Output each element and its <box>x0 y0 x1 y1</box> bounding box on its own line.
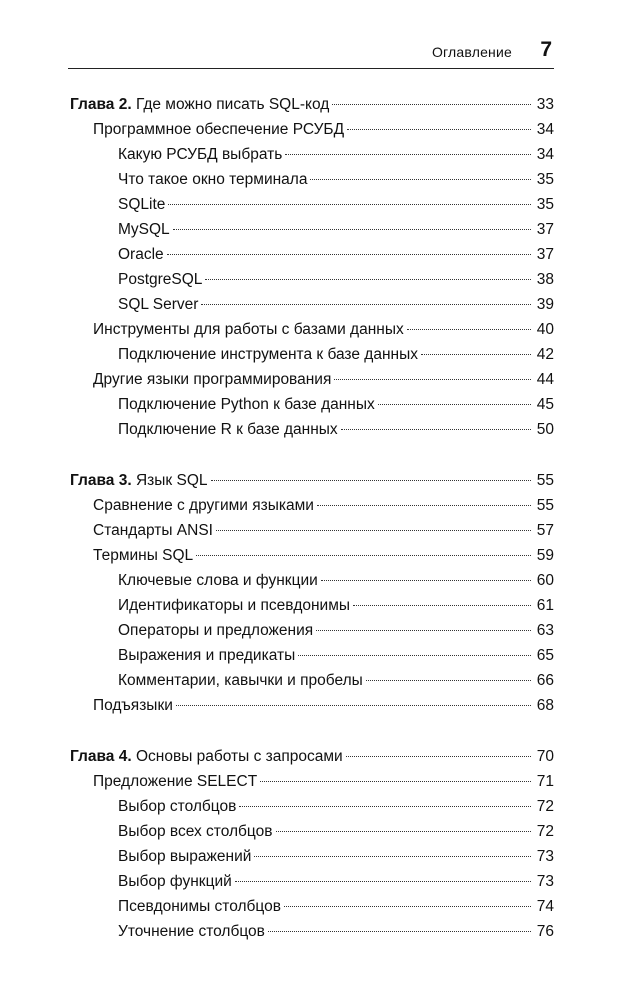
toc-page-number: 73 <box>536 873 554 890</box>
dot-leader <box>260 780 531 782</box>
toc-entry-title: Другие языки программирования <box>93 371 332 388</box>
toc-entry-title: Выбор функций <box>118 873 232 890</box>
toc-entry-text <box>118 668 363 693</box>
toc-page-number: 37 <box>536 246 554 263</box>
toc-entry-text <box>93 367 331 392</box>
toc-subsection-entry <box>70 217 554 242</box>
toc-page-number: 55 <box>536 472 554 489</box>
toc-page-number: 66 <box>536 672 554 689</box>
toc-page-number: 33 <box>536 96 554 113</box>
toc-page-number: 42 <box>536 346 554 363</box>
toc-entry-title: Oracle <box>118 246 164 263</box>
toc-section-entry <box>70 367 554 392</box>
header-page-number: 7 <box>540 38 552 61</box>
toc-entry-text <box>118 242 164 267</box>
toc-entry-text <box>118 618 313 643</box>
toc-page-number: 50 <box>536 421 554 438</box>
toc-page-number: 34 <box>536 121 554 138</box>
toc-entry-text <box>118 643 295 668</box>
toc-entry-text <box>118 869 232 894</box>
toc-page-number: 61 <box>536 597 554 614</box>
toc-entry-title: Идентификаторы и псевдонимы <box>118 597 351 614</box>
dot-leader <box>235 880 531 882</box>
toc-chapter-entry <box>70 744 554 769</box>
toc-subsection-entry <box>70 142 554 167</box>
toc-entry-text <box>93 317 404 342</box>
toc-entry-title: Уточнение столбцов <box>118 923 265 940</box>
toc-page-number: 34 <box>536 146 554 163</box>
toc-entry-text <box>118 894 281 919</box>
toc-entry-text <box>118 192 165 217</box>
dot-leader <box>298 654 531 656</box>
toc-subsection-entry <box>70 819 554 844</box>
toc-chapter-label: Глава 3. <box>70 472 132 489</box>
toc-entry-title: Операторы и предложения <box>118 622 314 639</box>
toc-page-number: 57 <box>536 522 554 539</box>
toc-entry-text <box>118 167 307 192</box>
dot-leader <box>211 479 531 481</box>
toc-page-number: 63 <box>536 622 554 639</box>
dot-leader <box>317 504 531 506</box>
table-of-contents <box>70 92 554 944</box>
toc-entry-text <box>93 493 314 518</box>
dot-leader <box>353 604 531 606</box>
toc-entry-title: Какую РСУБД выбрать <box>118 146 283 163</box>
toc-entry-text <box>118 794 236 819</box>
toc-entry-title: PostgreSQL <box>118 271 203 288</box>
dot-leader <box>176 704 531 706</box>
toc-subsection-entry <box>70 392 554 417</box>
toc-entry-text <box>118 417 338 442</box>
toc-entry-title: Подключение Python к базе данных <box>118 396 375 413</box>
toc-page-number: 40 <box>536 321 554 338</box>
dot-leader <box>254 855 531 857</box>
toc-page-number: 70 <box>536 748 554 765</box>
toc-entry-title: Предложение SELECT <box>93 773 258 790</box>
toc-subsection-entry <box>70 192 554 217</box>
toc-section-entry <box>70 693 554 718</box>
toc-page-number: 44 <box>536 371 554 388</box>
toc-entry-text <box>118 593 350 618</box>
toc-subsection-entry <box>70 844 554 869</box>
toc-entry-title: Выражения и предикаты <box>118 647 296 664</box>
toc-entry-text <box>118 844 251 869</box>
toc-page-number: 45 <box>536 396 554 413</box>
toc-entry-title: Ключевые слова и функции <box>118 572 318 589</box>
dot-leader <box>285 153 531 155</box>
toc-page-number: 71 <box>536 773 554 790</box>
toc-page-number: 76 <box>536 923 554 940</box>
toc-entry-title: Выбор выражений <box>118 848 252 865</box>
toc-entry-text <box>93 518 213 543</box>
toc-chapter-entry <box>70 468 554 493</box>
toc-subsection-entry <box>70 643 554 668</box>
toc-entry-title: Где можно писать SQL-код <box>135 96 330 113</box>
toc-page-number: 55 <box>536 497 554 514</box>
toc-section-entry <box>70 493 554 518</box>
toc-page-number: 72 <box>536 823 554 840</box>
dot-leader <box>173 228 531 230</box>
toc-subsection-entry <box>70 568 554 593</box>
dot-leader <box>205 278 531 280</box>
toc-entry-text <box>118 292 198 317</box>
toc-entry-title: Инструменты для работы с базами данных <box>93 321 404 338</box>
dot-leader <box>332 103 531 105</box>
toc-chapter-entry <box>70 92 554 117</box>
dot-leader <box>284 905 531 907</box>
toc-entry-title: Выбор столбцов <box>118 798 237 815</box>
toc-subsection-entry <box>70 593 554 618</box>
dot-leader <box>341 428 531 430</box>
dot-leader <box>276 830 532 832</box>
dot-leader <box>201 303 531 305</box>
toc-page-number: 68 <box>536 697 554 714</box>
toc-entry-text <box>70 468 208 493</box>
toc-page-number: 73 <box>536 848 554 865</box>
toc-entry-title: Подъязыки <box>93 697 173 714</box>
dot-leader <box>378 403 531 405</box>
toc-entry-text <box>93 769 257 794</box>
toc-subsection-entry <box>70 794 554 819</box>
toc-entry-text <box>93 117 344 142</box>
toc-chapter-label: Глава 4. <box>70 748 132 765</box>
toc-page-number: 74 <box>536 898 554 915</box>
toc-entry-text <box>118 342 418 367</box>
toc-entry-title: Выбор всех столбцов <box>118 823 273 840</box>
toc-entry-title: SQLite <box>118 196 166 213</box>
toc-entry-title: Подключение инструмента к базе данных <box>118 346 418 363</box>
dot-leader <box>316 629 531 631</box>
toc-entry-text <box>70 744 343 769</box>
toc-entry-title: Псевдонимы столбцов <box>118 898 281 915</box>
toc-entry-text <box>118 392 375 417</box>
toc-page-number: 72 <box>536 798 554 815</box>
toc-subsection-entry <box>70 869 554 894</box>
dot-leader <box>347 128 531 130</box>
toc-entry-title: SQL Server <box>118 296 199 313</box>
toc-entry-text <box>70 92 329 117</box>
toc-entry-text <box>118 819 273 844</box>
toc-entry-text <box>93 693 173 718</box>
toc-section-entry <box>70 518 554 543</box>
toc-entry-text <box>118 267 202 292</box>
toc-page-number: 65 <box>536 647 554 664</box>
header-section-title: Оглавление <box>431 44 512 60</box>
toc-entry-title: Программное обеспечение РСУБД <box>93 121 345 138</box>
toc-entry-title: Основы работы с запросами <box>135 748 343 765</box>
dot-leader <box>421 353 531 355</box>
dot-leader <box>366 679 531 681</box>
toc-subsection-entry <box>70 618 554 643</box>
toc-entry-text <box>118 568 318 593</box>
toc-page-number: 38 <box>536 271 554 288</box>
dot-leader <box>196 554 531 556</box>
toc-subsection-entry <box>70 242 554 267</box>
toc-page-number: 35 <box>536 196 554 213</box>
toc-entry-title: Язык SQL <box>135 472 208 489</box>
dot-leader <box>407 328 531 330</box>
toc-subsection-entry <box>70 417 554 442</box>
dot-leader <box>346 755 531 757</box>
dot-leader <box>168 203 531 205</box>
toc-entry-text <box>93 543 193 568</box>
running-header <box>68 38 554 69</box>
dot-leader <box>268 930 531 932</box>
toc-subsection-entry <box>70 167 554 192</box>
toc-entry-title: Подключение R к базе данных <box>118 421 338 438</box>
toc-page-number: 60 <box>536 572 554 589</box>
toc-page-number: 35 <box>536 171 554 188</box>
dot-leader <box>239 805 531 807</box>
toc-section-entry <box>70 543 554 568</box>
toc-entry-title: Что такое окно терминала <box>118 171 308 188</box>
toc-subsection-entry <box>70 668 554 693</box>
toc-subsection-entry <box>70 292 554 317</box>
toc-page-number: 59 <box>536 547 554 564</box>
dot-leader <box>216 529 531 531</box>
toc-chapter-label: Глава 2. <box>70 96 132 113</box>
toc-entry-title: Сравнение с другими языками <box>93 497 314 514</box>
dot-leader <box>310 178 531 180</box>
toc-entry-text <box>118 217 170 242</box>
dot-leader <box>321 579 531 581</box>
toc-page-number: 37 <box>536 221 554 238</box>
toc-entry-title: Стандарты ANSI <box>93 522 213 539</box>
toc-section-entry <box>70 117 554 142</box>
toc-subsection-entry <box>70 894 554 919</box>
toc-entry-title: Комментарии, кавычки и пробелы <box>118 672 363 689</box>
toc-entry-text <box>118 142 282 167</box>
toc-entry-title: Термины SQL <box>93 547 194 564</box>
toc-page-number: 39 <box>536 296 554 313</box>
toc-subsection-entry <box>70 919 554 944</box>
dot-leader <box>334 378 531 380</box>
dot-leader <box>167 253 531 255</box>
toc-subsection-entry <box>70 267 554 292</box>
toc-entry-text <box>118 919 265 944</box>
toc-subsection-entry <box>70 342 554 367</box>
toc-entry-title: MySQL <box>118 221 170 238</box>
toc-section-entry <box>70 317 554 342</box>
toc-section-entry <box>70 769 554 794</box>
